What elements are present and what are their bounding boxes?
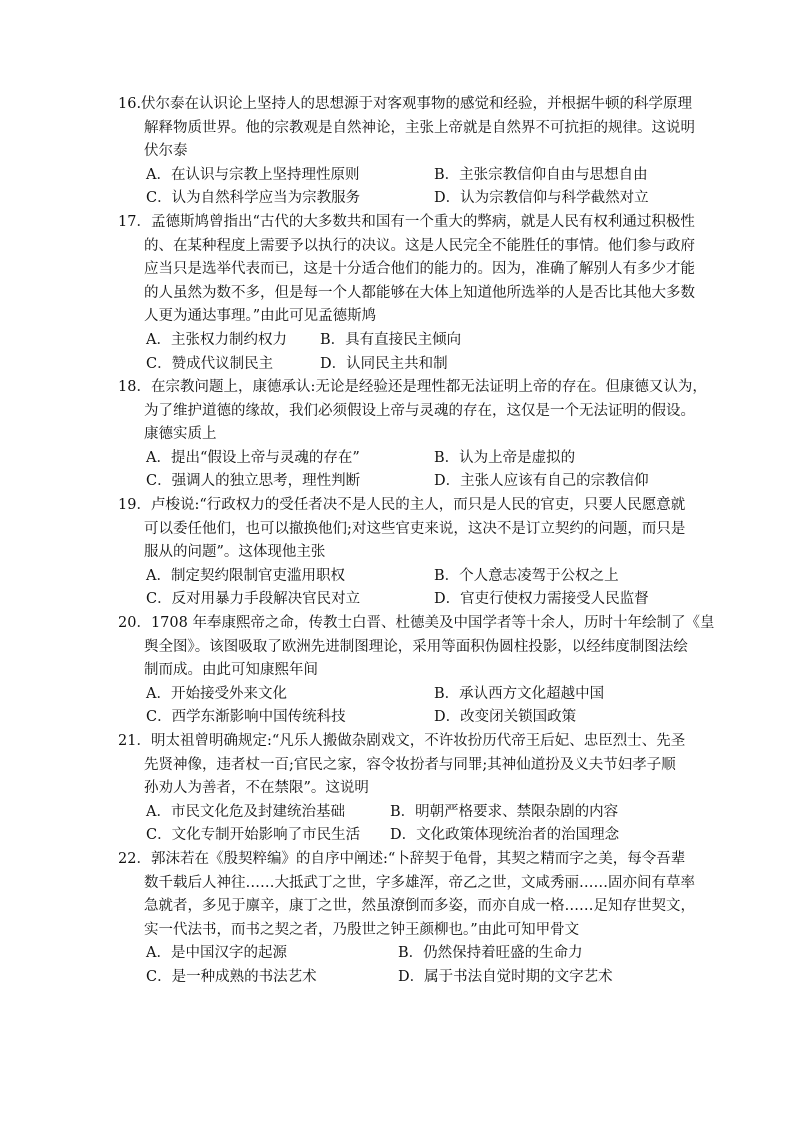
option-b[interactable]: B．认为上帝是虚拟的 — [434, 449, 576, 466]
option-c[interactable]: C．反对用暴力手段解决官民对立 — [146, 591, 361, 608]
question-stem-line: 20．1708 年奉康熙帝之命，传教士白晋、杜德美及中国学者等十余人，历时十年绘制了《皇 — [118, 615, 715, 631]
question-stem-line: 的、在某种程度上需要予以执行的决议。这是人民完全不能胜任的事情。他们参与政府 — [144, 237, 695, 254]
question-stem-line: 先贤神像，违者杖一百;官民之家，容令妆扮者与同罪;其神仙道扮及义夫节妇孝子顺 — [144, 756, 676, 773]
option-b[interactable]: B．个人意志凌驾于公权之上 — [434, 567, 619, 584]
option-b[interactable]: B．承认西方文化超越中国 — [434, 685, 605, 702]
question-stem-line: 人更为通达事理。”由此可见孟德斯鸠 — [144, 308, 377, 325]
question-stem-line: 19．卢梭说:“行政权力的受任者决不是人民的主人，而只是人民的官吏，只要人民愿意就 — [118, 497, 686, 513]
option-d[interactable]: D．官吏行使权力需接受人民监督 — [434, 591, 649, 608]
option-a[interactable]: A．主张权力制约权力 — [146, 331, 287, 348]
question-18 — [118, 376, 707, 494]
option-d[interactable]: D．属于书法自觉时期的文字艺术 — [398, 968, 613, 985]
question-stem-line: 数千载后人神往……大抵武丁之世，字多雄浑，帝乙之世，文咸秀丽……固亦间有草率 — [144, 874, 695, 891]
option-b[interactable]: B．仍然保持着旺盛的生命力 — [398, 945, 583, 962]
question-stem-line: 急就者，多见于廪辛，康丁之世，然虽潦倒而多姿，而亦自成一格……足知存世契文， — [144, 898, 695, 915]
option-c[interactable]: C．西学东渐影响中国传统科技 — [146, 709, 346, 726]
option-b[interactable]: B．具有直接民主倾向 — [320, 331, 462, 348]
option-d[interactable]: D．文化政策体现统治者的治国理念 — [390, 827, 620, 844]
question-16 — [118, 93, 695, 211]
option-a[interactable]: A．在认识与宗教上坚持理性原则 — [146, 166, 360, 183]
option-d[interactable]: D．认同民主共和制 — [320, 355, 448, 372]
option-c[interactable]: C．是一种成熟的书法艺术 — [146, 968, 317, 985]
option-d[interactable]: D．认为宗教信仰与科学截然对立 — [434, 190, 649, 207]
option-a[interactable]: A．市民文化危及封建统治基础 — [146, 803, 345, 820]
option-c[interactable]: C．认为自然科学应当为宗教服务 — [146, 190, 361, 207]
question-20 — [118, 612, 715, 730]
option-b[interactable]: B．明朝严格要求、禁限杂剧的内容 — [390, 803, 619, 820]
question-stem-line: 22．郭沫若在《殷契粹编》的自序中阐述:“卜辞契于龟骨，其契之精而字之美，每令吾辈 — [118, 851, 686, 867]
question-stem-line: 18．在宗教问题上，康德承认:无论是经验还是理性都无法证明上帝的存在。但康德又认为， — [118, 379, 707, 395]
question-stem-line: 解释物质世界。他的宗教观是自然神论，主张上帝就是自然界不可抗拒的规律。这说明 — [144, 119, 695, 136]
question-21 — [118, 730, 688, 848]
option-d[interactable]: D．主张人应该有自己的宗教信仰 — [434, 473, 649, 490]
option-c[interactable]: C．强调人的独立思考，理性判断 — [146, 473, 361, 490]
question-stem-line: 实一代法书，而书之契之者，乃殷世之钟王颜柳也。”由此可知甲骨文 — [144, 921, 580, 938]
question-stem-line: 孙劝人为善者，不在禁限”。这说明 — [144, 780, 369, 797]
option-a[interactable]: A．提出“假设上帝与灵魂的存在” — [146, 449, 360, 466]
option-a[interactable]: A．是中国汉字的起源 — [146, 945, 287, 962]
option-b[interactable]: B．主张宗教信仰自由与思想自由 — [434, 166, 648, 183]
question-stem-line: 伏尔泰 — [144, 143, 188, 160]
option-a[interactable]: A．开始接受外来文化 — [146, 685, 287, 702]
option-c[interactable]: C．文化专制开始影响了市民生活 — [146, 827, 361, 844]
question-19 — [118, 494, 688, 612]
question-17 — [118, 211, 695, 376]
option-c[interactable]: C．赞成代议制民主 — [146, 355, 274, 372]
question-stem-line: 16.伏尔泰在认识论上坚持人的思想源于对客观事物的感觉和经验，并根据牛顿的科学原理 — [118, 96, 693, 112]
question-stem-line: 应当只是选举代表而已，这是十分适合他们的能力的。因为，准确了解别人有多少才能 — [144, 261, 695, 278]
question-stem-line: 服从的问题”。这体现他主张 — [144, 544, 326, 561]
question-stem-line: 17．孟德斯鸠曾指出“古代的大多数共和国有一个重大的弊病，就是人民有权利通过积极性 — [118, 214, 695, 230]
option-a[interactable]: A．制定契约限制官吏滥用职权 — [146, 567, 345, 584]
question-stem-line: 制而成。由此可知康熙年间 — [144, 662, 318, 679]
question-stem-line: 舆全图》。该图吸取了欧洲先进制图理论，采用等面积伪圆柱投影，以经纬度制图法绘 — [144, 638, 688, 655]
question-stem-line: 为了维护道德的缘故，我们必须假设上帝与灵魂的存在，这仅是一个无法证明的假设。 — [144, 402, 695, 419]
question-stem-line: 可以委任他们，也可以撤换他们;对这些官吏来说，这决不是订立契约的问题，而只是 — [144, 520, 686, 537]
question-stem-line: 的人虽然为数不多，但是每一个人都能够在大体上知道他所选举的人是否比其他大多数 — [144, 284, 695, 301]
question-22 — [118, 848, 695, 990]
question-stem-line: 21．明太祖曾明确规定:“凡乐人搬做杂剧戏文，不许妆扮历代帝王后妃、忠臣烈士、先圣 — [118, 733, 686, 749]
option-d[interactable]: D．改变闭关锁国政策 — [434, 709, 577, 726]
question-stem-line: 康德实质上 — [144, 426, 217, 443]
